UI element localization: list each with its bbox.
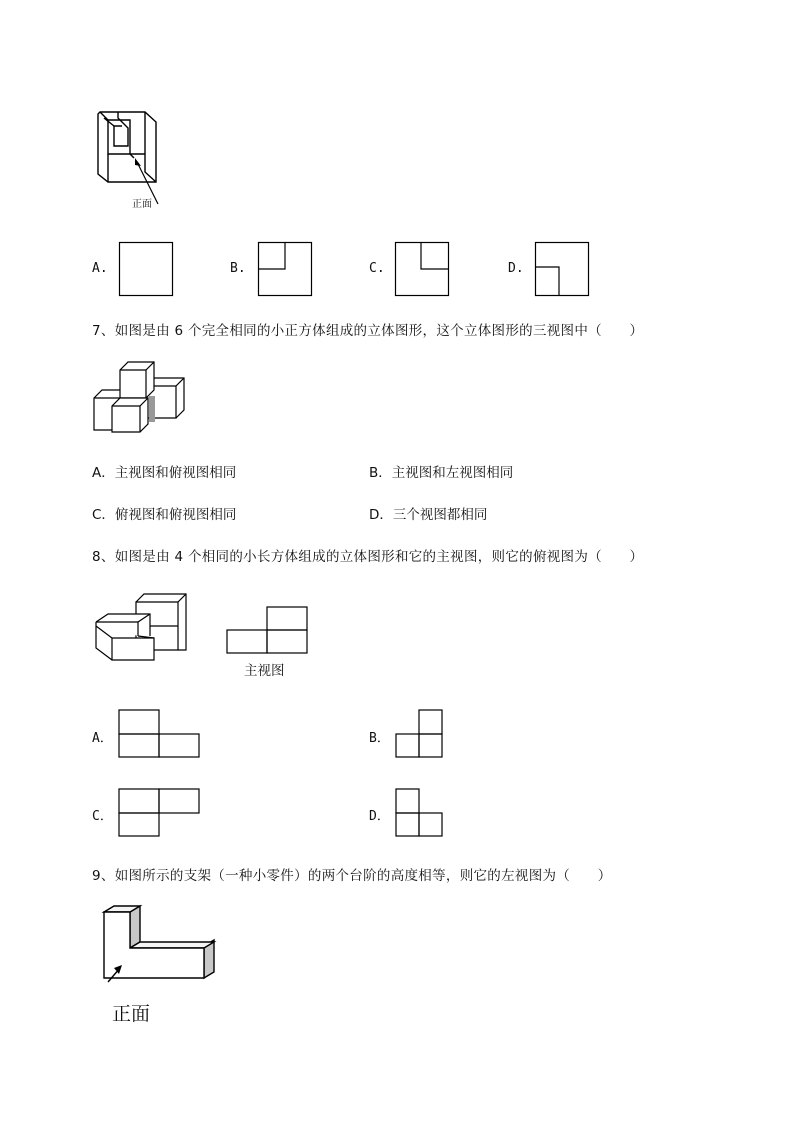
q7-cube-figure	[92, 360, 187, 435]
q8-option-d-label: D．	[369, 809, 390, 824]
q6-option-d-label: D.	[508, 261, 524, 276]
q6-solid-figure	[90, 104, 170, 214]
q6-front-label: 正面	[132, 199, 152, 210]
q7-option-b[interactable]: B．主视图和左视图相同	[369, 465, 514, 481]
q8-front-view-figure	[226, 606, 310, 656]
q8-option-c-label: C．	[92, 809, 113, 824]
q9-bracket-figure	[100, 904, 220, 984]
q6-option-b-figure[interactable]	[258, 242, 312, 296]
q8-option-a-figure[interactable]	[118, 709, 202, 759]
q6-option-c-label: C.	[369, 261, 385, 276]
q8-option-b-figure[interactable]	[395, 709, 445, 759]
q7-question-text: 7、如图是由 6 个完全相同的小正方体组成的立体图形，这个立体图形的三视图中（ ）	[92, 323, 644, 339]
q6-option-a-figure[interactable]	[119, 242, 173, 296]
q8-front-view-label: 主视图	[244, 663, 285, 679]
q8-option-a-label: A．	[92, 731, 113, 746]
q9-front-label: 正面	[112, 1003, 151, 1025]
q8-solid-figure	[94, 592, 189, 662]
q8-option-d-figure[interactable]	[395, 788, 445, 838]
q6-option-b-label: B.	[230, 261, 246, 276]
q8-question-text: 8、如图是由 4 个相同的小长方体组成的立体图形和它的主视图，则它的俯视图为（ ）	[92, 549, 644, 565]
q7-option-d[interactable]: D．三个视图都相同	[369, 507, 488, 523]
q8-option-c-figure[interactable]	[118, 788, 202, 838]
q7-option-c[interactable]: C．俯视图和俯视图相同	[92, 507, 237, 523]
q6-option-c-figure[interactable]	[395, 242, 449, 296]
q7-option-a[interactable]: A．主视图和俯视图相同	[92, 465, 237, 481]
q6-option-d-figure[interactable]	[535, 242, 589, 296]
q6-option-a-label: A.	[92, 261, 108, 276]
q8-option-b-label: B．	[369, 731, 390, 746]
q9-question-text: 9、如图所示的支架（一种小零件）的两个台阶的高度相等，则它的左视图为（ ）	[92, 868, 612, 884]
